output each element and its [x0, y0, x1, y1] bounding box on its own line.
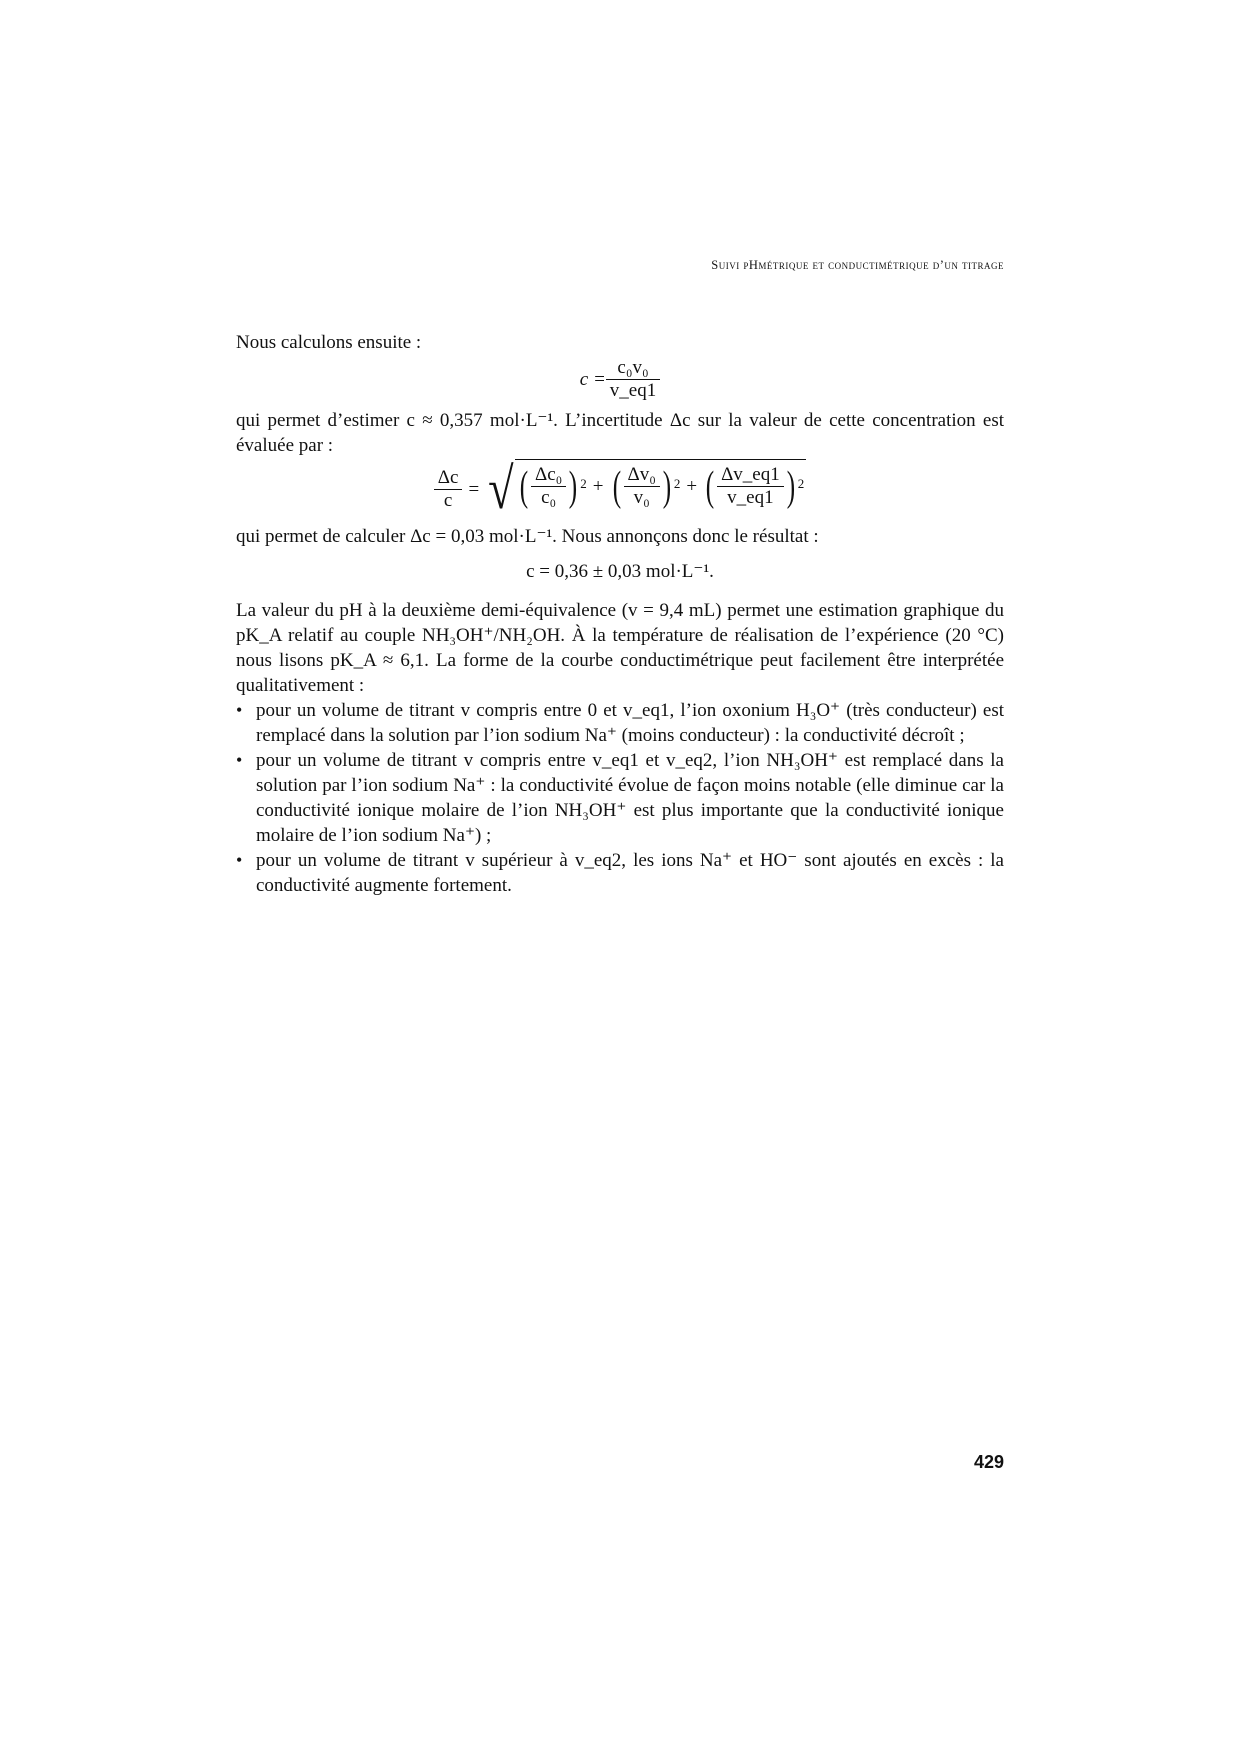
- term1-numerator: Δc₀: [535, 464, 563, 485]
- denominator: v_eq1: [606, 379, 660, 402]
- exponent: 2: [797, 476, 805, 491]
- bullet-list: [236, 698, 1004, 898]
- paragraph-intro: Nous calculons ensuite :: [236, 332, 422, 353]
- term2: [624, 464, 660, 509]
- lhs-denominator: c: [434, 489, 463, 512]
- term1: [531, 464, 566, 509]
- left-paren: (: [705, 463, 715, 510]
- bullet-icon: •: [236, 700, 243, 720]
- running-header: Suivi pHmétrique et conductimétrique d’un titrage: [711, 258, 1004, 272]
- bullet-icon: •: [236, 850, 243, 870]
- term3-denominator: v_eq1: [717, 486, 784, 509]
- square-root: [485, 456, 806, 521]
- equation-lhs: c =: [579, 369, 606, 390]
- page-body: [236, 330, 1004, 898]
- numerator: c₀v₀: [617, 357, 649, 378]
- equation-uncertainty: [236, 456, 1004, 521]
- lhs-fraction: [434, 467, 463, 512]
- paragraph-interpretation: La valeur du pH à la deuxième demi-équivalence (v = 9,4 mL) permet une estimation graphique du pK_A relatif au couple NH₃OH⁺/NH₂OH. À la température de réalisation de l’expérience (20 °C) nous lisons pK_A ≈ 6,1. La forme de la courbe conductimétrique peut facilement être interprétée qualitativement :: [236, 600, 1004, 696]
- list-item: [236, 748, 1004, 848]
- left-paren: (: [519, 463, 529, 510]
- page-number: 429: [973, 1452, 1004, 1472]
- term2-numerator: Δv₀: [627, 464, 656, 485]
- term1-denominator: c₀: [531, 486, 566, 509]
- plus-sign: +: [592, 476, 604, 497]
- lhs-numerator: Δc: [437, 466, 459, 488]
- paragraph-estimate: qui permet d’estimer c ≈ 0,357 mol·L⁻¹. L’incertitude Δc sur la valeur de cette concentration est évaluée par :: [236, 410, 1004, 456]
- list-item-text: pour un volume de titrant v compris entre v_eq1 et v_eq2, l’ion NH₃OH⁺ est remplacé dans la solution par l’ion sodium Na⁺ : la conductivité évolue de façon moins notable (elle diminue car la conductivité ionique molaire de l’ion NH₃OH⁺ est plus importante que la conductivité ionique molaire de l’ion sodium Na⁺) ;: [256, 750, 1004, 846]
- left-paren: (: [612, 463, 621, 510]
- term3-numerator: Δv_eq1: [721, 464, 780, 485]
- list-item-text: pour un volume de titrant v supérieur à v_eq2, les ions Na⁺ et HO⁻ sont ajoutés en excès : la conductivité augmente fortement.: [256, 850, 1004, 896]
- radicand: [515, 459, 806, 509]
- right-paren: ): [786, 463, 795, 510]
- exponent: 2: [673, 476, 681, 491]
- radical-sign: √: [488, 456, 514, 521]
- list-item: [236, 698, 1004, 748]
- equation-result: c = 0,36 ± 0,03 mol·L⁻¹.: [526, 561, 714, 582]
- right-paren: ): [662, 463, 672, 510]
- plus-sign: +: [686, 476, 698, 497]
- list-item-text: pour un volume de titrant v compris entre 0 et v_eq1, l’ion oxonium H₃O⁺ (très conducteur) est remplacé dans la solution par l’ion sodium Na⁺ (moins conducteur) : la conductivité décroît ;: [256, 700, 1004, 746]
- equation-concentration: [236, 357, 1004, 402]
- paragraph-result-intro: qui permet de calculer Δc = 0,03 mol·L⁻¹. Nous annonçons donc le résultat :: [236, 526, 819, 547]
- right-paren: ): [569, 463, 578, 510]
- term3: [717, 464, 784, 509]
- exponent: 2: [580, 476, 587, 491]
- fraction: [606, 357, 660, 402]
- list-item: [236, 848, 1004, 898]
- equals-sign: =: [468, 478, 480, 500]
- term2-denominator: v₀: [624, 486, 660, 509]
- bullet-icon: •: [236, 750, 243, 770]
